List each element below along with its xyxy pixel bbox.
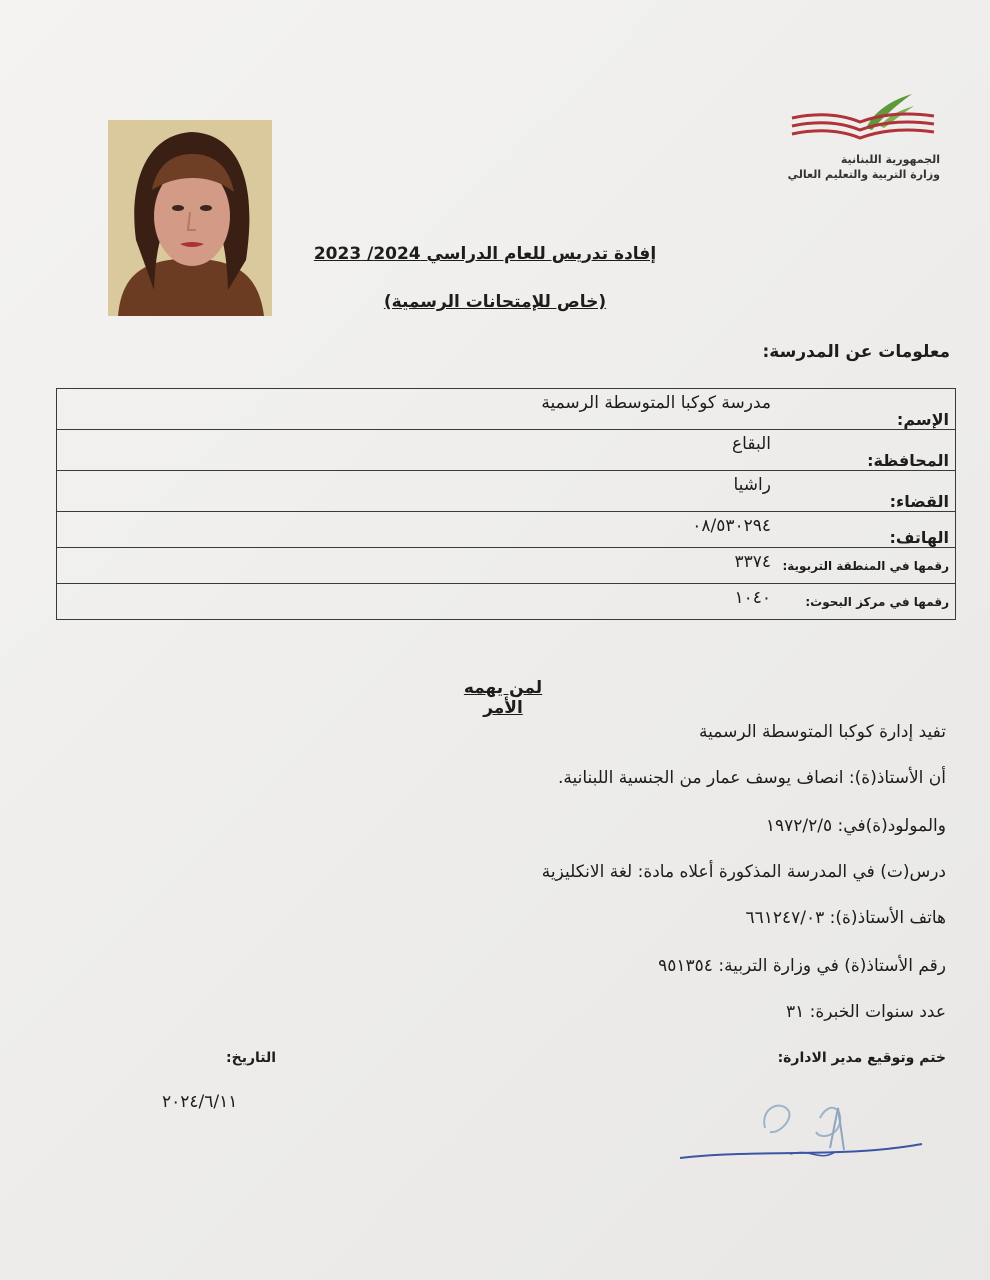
letter-line-5: هاتف الأستاذ(ة): ٦٦١٢٤٧/٠٣: [745, 908, 946, 928]
letter-line-4: درس(ت) في المدرسة المذكورة أعلاه مادة: لغة الانكليزية: [541, 862, 946, 882]
logo-line-2: وزارة التربية والتعليم العالي: [787, 168, 940, 181]
date-value: ٢٠٢٤/٦/١١: [162, 1092, 238, 1112]
region-number-value: ٣٣٧٤: [57, 548, 780, 584]
region-number-label: رقمها في المنطقة التربوية:: [779, 548, 956, 584]
phone-label: الهاتف:: [779, 512, 956, 548]
school-row-phone: [57, 512, 956, 548]
book-leaf-icon: [780, 88, 940, 148]
school-info-heading: معلومات عن المدرسة:: [762, 342, 950, 362]
teacher-photo: [108, 120, 272, 316]
logo-line-1: الجمهورية اللبنانية: [840, 153, 940, 166]
research-number-value: ١٠٤٠: [57, 584, 780, 620]
school-name-value: مدرسة كوكبا المتوسطة الرسمية: [57, 389, 780, 430]
letter-line-6: رقم الأستاذ(ة) في وزارة التربية: ٩٥١٣٥٤: [658, 956, 946, 976]
school-row-governorate: [57, 430, 956, 471]
letter-line-3: والمولود(ة)في: ١٩٧٢/٢/٥: [765, 816, 946, 836]
school-row-name: [57, 389, 956, 430]
district-label: القضاء:: [779, 471, 956, 512]
ministry-logo: [780, 88, 940, 183]
letter-line-7: عدد سنوات الخبرة: ٣١: [785, 1002, 946, 1022]
letter-line-2: أن الأستاذ(ة): انصاف يوسف عمار من الجنسية اللبنانية.: [557, 768, 946, 788]
district-value: راشيا: [57, 471, 780, 512]
school-row-district: [57, 471, 956, 512]
certificate-title: إفادة تدريس للعام الدراسي 2024/ 2023: [313, 244, 657, 264]
governorate-label: المحافظة:: [779, 430, 956, 471]
date-label: التاريخ:: [226, 1050, 277, 1066]
certificate-subtitle: (خاص للإمتحانات الرسمية): [383, 292, 607, 312]
school-row-region-number: [57, 548, 956, 584]
phone-value: ٠٨/٥٣٠٢٩٤: [57, 512, 780, 548]
school-name-label: الإسم:: [779, 389, 956, 430]
governorate-value: البقاع: [57, 430, 780, 471]
school-info-table: [56, 388, 956, 620]
letter-line-1: تفيد إدارة كوكبا المتوسطة الرسمية: [699, 722, 946, 742]
stamp-signature-label: ختم وتوقيع مدير الادارة:: [777, 1050, 946, 1066]
school-row-research-number: [57, 584, 956, 620]
to-whom-heading: لمن يهمه الأمر: [463, 678, 543, 718]
signature-stamp: [670, 1088, 930, 1178]
research-number-label: رقمها في مركز البحوث:: [779, 584, 956, 620]
